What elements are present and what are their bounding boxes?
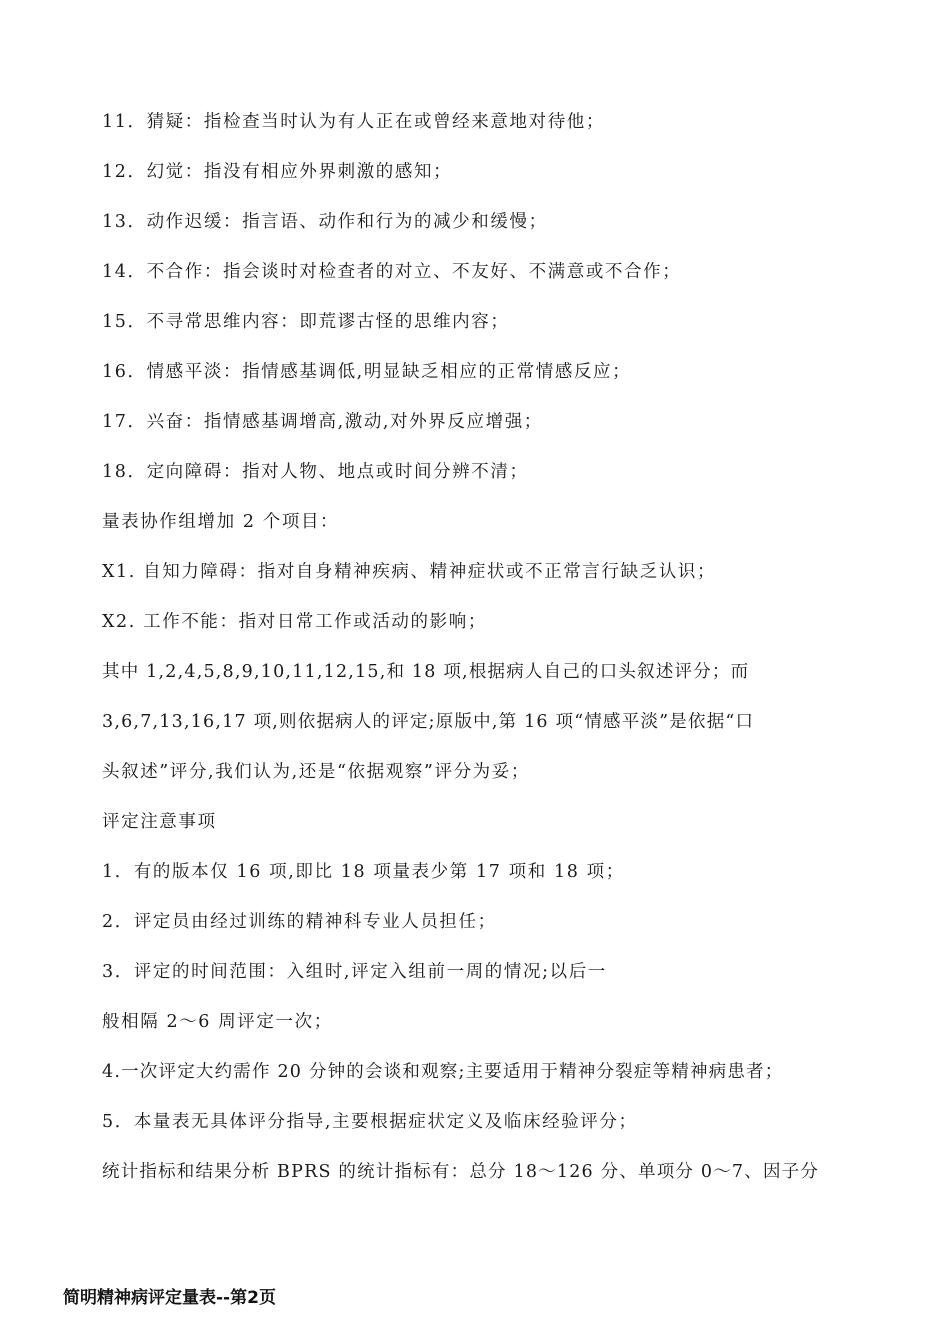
text-line: 16．情感平淡：指情感基调低,明显缺乏相应的正常情感反应；: [102, 362, 632, 382]
page-footer: 简明精神病评定量表--第2页: [63, 1288, 276, 1308]
text-line: 1．有的版本仅 16 项,即比 18 项量表少第 17 项和 18 项；: [102, 862, 625, 882]
text-line: 3．评定的时间范围：入组时,评定入组前一周的情况;以后一: [102, 962, 607, 982]
section-heading: 量表协作组增加 2 个项目：: [102, 512, 340, 532]
paragraph-line: 头叙述”评分,我们认为,还是“依据观察”评分为妥；: [102, 762, 530, 782]
text-line: 11．猜疑：指检查当时认为有人正在或曾经来意地对待他；: [102, 112, 605, 132]
text-line: 般相隔 2～6 周评定一次；: [102, 1012, 333, 1032]
text-line: 13．动作迟缓：指言语、动作和行为的减少和缓慢；: [102, 212, 548, 232]
text-line: 2．评定员由经过训练的精神科专业人员担任；: [102, 912, 497, 932]
text-line: 5．本量表无具体评分指导,主要根据症状定义及临床经验评分；: [102, 1112, 638, 1132]
text-line: 17．兴奋：指情感基调增高,激动,对外界反应增强；: [102, 412, 543, 432]
text-line: 12．幻觉：指没有相应外界刺激的感知；: [102, 162, 453, 182]
text-line: 18．定向障碍：指对人物、地点或时间分辨不清；: [102, 462, 529, 482]
paragraph-line: 其中 1,2,4,5,8,9,10,11,12,15,和 18 项,根据病人自己的口头叙述评分；而: [102, 662, 750, 682]
text-line: 统计指标和结果分析 BPRS 的统计指标有：总分 18～126 分、单项分 0～7、因子分: [102, 1162, 820, 1182]
text-line: 4.一次评定大约需作 20 分钟的会谈和观察;主要适用于精神分裂症等精神病患者；: [102, 1062, 784, 1082]
text-line: X2. 工作不能：指对日常工作或活动的影响；: [102, 612, 487, 632]
section-heading: 评定注意事项: [102, 812, 217, 832]
paragraph-line: 3,6,7,13,16,17 项,则依据病人的评定;原版中,第 16 项“情感平淡”是依据“口: [102, 712, 755, 732]
text-line: 15．不寻常思维内容：即荒谬古怪的思维内容；: [102, 312, 510, 332]
text-line: 14．不合作：指会谈时对检查者的对立、不友好、不满意或不合作；: [102, 262, 682, 282]
text-line: X1. 自知力障碍：指对自身精神疾病、精神症状或不正常言行缺乏认识；: [102, 562, 717, 582]
